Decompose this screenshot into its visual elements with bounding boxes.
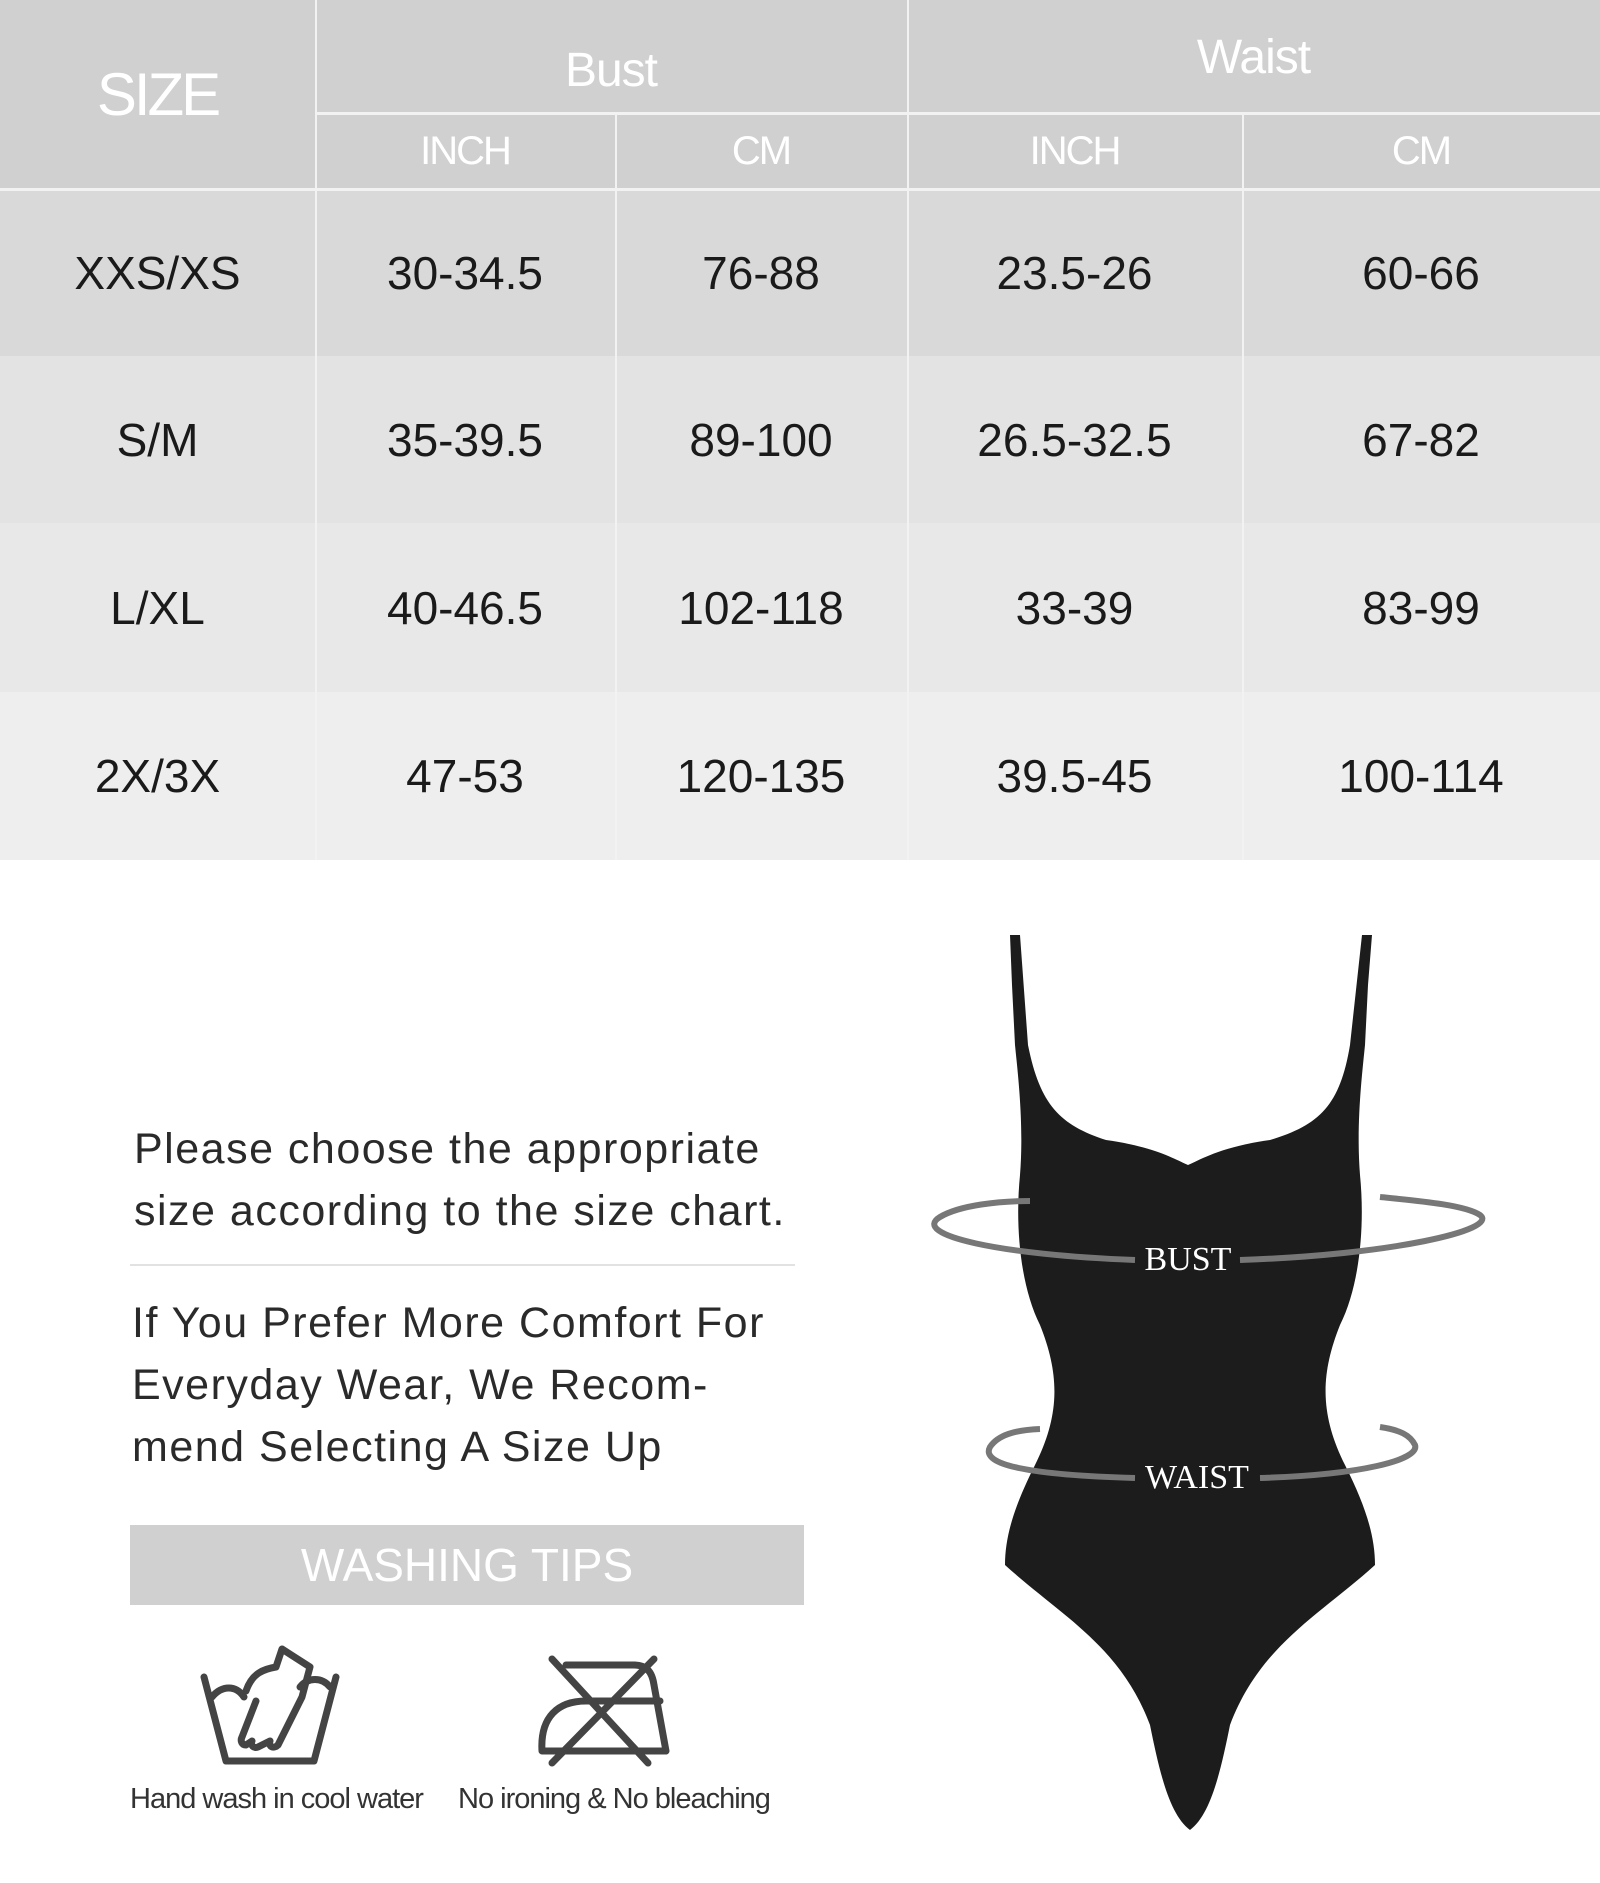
advice-line: Please choose the appropriate	[134, 1125, 761, 1173]
divider	[315, 112, 1600, 115]
tip-line: If You Prefer More Comfort For	[132, 1299, 765, 1347]
measurement-cell: 67-82	[1362, 413, 1480, 466]
divider	[130, 1264, 795, 1266]
measurement-cell: 100-114	[1338, 750, 1504, 802]
waist-label: WAIST	[1145, 1459, 1249, 1496]
measurement-cell: 30-34.5	[386, 246, 543, 299]
hand-wash-icon	[200, 1645, 342, 1770]
unit-header: CM	[615, 114, 907, 189]
tip-line: mend Selecting A Size Up	[132, 1423, 663, 1471]
size-up-tip	[132, 1292, 765, 1478]
divider	[1242, 114, 1244, 860]
unit-header: INCH	[907, 114, 1242, 189]
no-iron-icon	[538, 1655, 672, 1767]
no-iron-label: No ironing & No bleaching	[458, 1783, 770, 1815]
measurement-cell: 60-66	[1362, 246, 1480, 299]
measurement-cell: 35-39.5	[386, 413, 543, 466]
tip-line: Everyday Wear, We Recom-	[132, 1361, 709, 1409]
unit-header: CM	[1242, 114, 1600, 189]
measurement-cell: 76-88	[702, 246, 820, 299]
measurement-cell: 33-39	[1015, 581, 1134, 634]
advice-line: size according to the size chart.	[134, 1187, 786, 1235]
divider	[907, 0, 909, 860]
measurement-cell: 102-118	[678, 581, 844, 634]
measurement-cell: 120-135	[676, 750, 846, 802]
bust-label: BUST	[1144, 1241, 1232, 1278]
size-header: SIZE	[0, 0, 315, 189]
size-cell: XXS/XS	[74, 246, 241, 299]
size-advice	[134, 1118, 786, 1242]
measurement-cell: 83-99	[1362, 581, 1480, 634]
divider	[315, 0, 317, 860]
measurement-cell: 39.5-45	[996, 750, 1153, 802]
measurement-cell: 89-100	[689, 413, 833, 466]
bust-header: Bust	[315, 0, 907, 114]
hand-wash-label: Hand wash in cool water	[130, 1783, 423, 1815]
size-cell: L/XL	[110, 581, 205, 634]
divider	[615, 114, 617, 860]
bodysuit-image	[920, 925, 1490, 1830]
measurement-cell: 47-53	[406, 750, 524, 802]
washing-tips-banner: WASHING TIPS	[130, 1525, 804, 1605]
waist-header: Waist	[907, 0, 1600, 114]
divider	[0, 188, 1600, 191]
unit-header: INCH	[315, 114, 615, 189]
size-cell: 2X/3X	[94, 750, 221, 802]
measurement-cell: 23.5-26	[996, 246, 1153, 299]
measurement-cell: 26.5-32.5	[977, 413, 1172, 466]
measurement-cell: 40-46.5	[386, 581, 543, 634]
size-cell: S/M	[116, 413, 199, 466]
